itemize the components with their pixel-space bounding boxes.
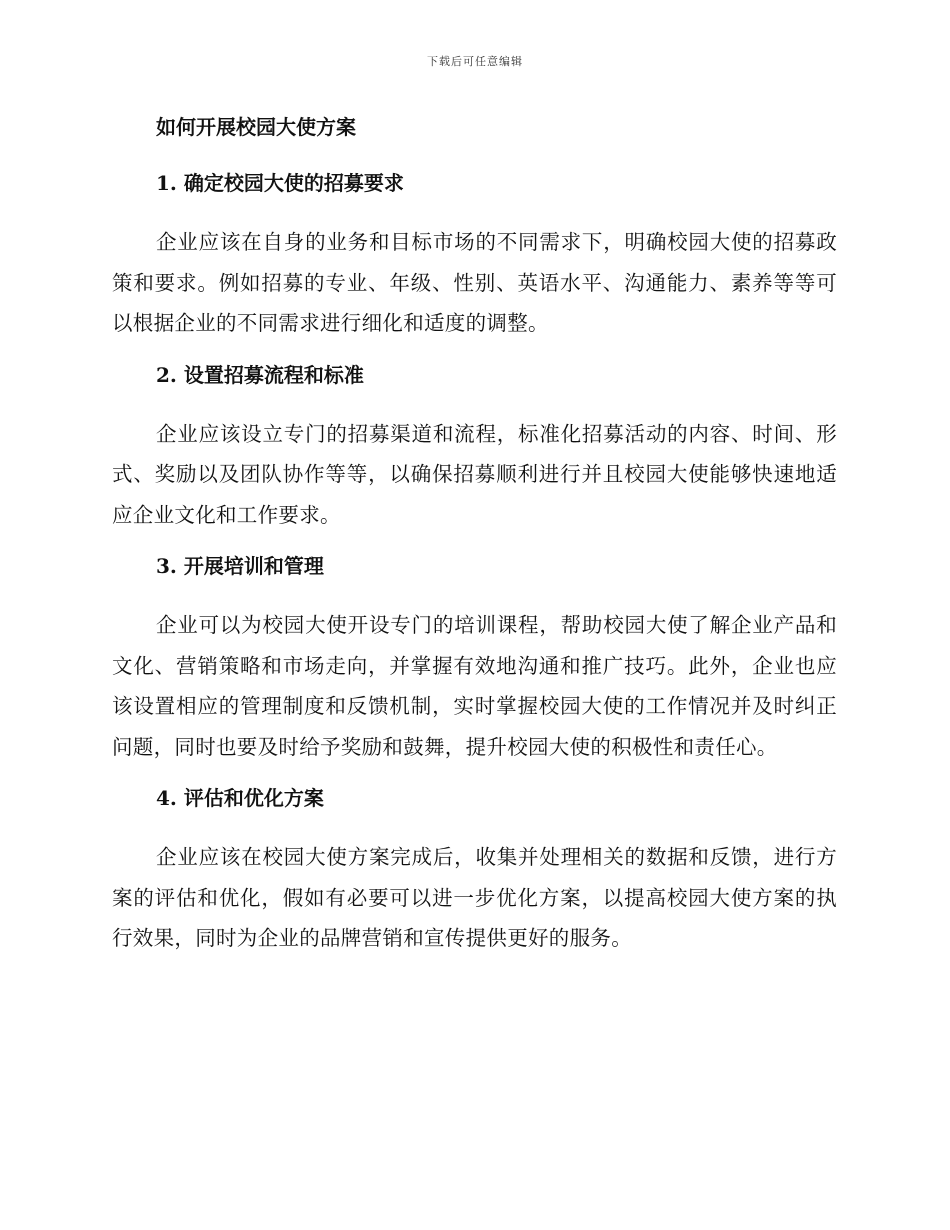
document-title: 如何开展校园大使方案 — [156, 115, 356, 139]
page-header-note: 下载后可任意编辑 — [427, 55, 523, 68]
section-heading: 3. 开展培训和管理 — [156, 554, 324, 578]
section-paragraph: 企业应该在校园大使方案完成后，收集并处理相关的数据和反馈，进行方案的评估和优化，假如有必要可以进一步优化方案，以提高校园大使方案的执行效果，同时为企业的品牌营销和宣传提供更好的服务。 — [112, 845, 837, 950]
section-heading: 1. 确定校园大使的招募要求 — [156, 171, 404, 195]
section-1 — [112, 168, 837, 344]
section-heading: 2. 设置招募流程和标准 — [156, 362, 364, 387]
section-heading: 4. 评估和优化方案 — [156, 786, 324, 810]
section-3 — [112, 551, 837, 767]
section-2 — [112, 360, 837, 536]
section-4 — [112, 783, 837, 959]
section-paragraph: 企业可以为校园大使开设专门的培训课程，帮助校园大使了解企业产品和文化、营销策略和市场走向，并掌握有效地沟通和推广技巧。此外，企业也应该设置相应的管理制度和反馈机制，实时掌握校园大使的工作情况并及时纠正问题，同时也要及时给予奖励和鼓舞，提升校园大使的积极性和责任心。 — [112, 613, 837, 759]
document-body — [112, 112, 837, 975]
section-paragraph: 企业应该在自身的业务和目标市场的不同需求下，明确校园大使的招募政策和要求。例如招募的专业、年级、性别、英语水平、沟通能力、素养等等可以根据企业的不同需求进行细化和适度的调整。 — [112, 230, 837, 335]
section-paragraph: 企业应该设立专门的招募渠道和流程，标准化招募活动的内容、时间、形式、奖励以及团队协作等等，以确保招募顺利进行并且校园大使能够快速地适应企业文化和工作要求。 — [112, 421, 837, 527]
